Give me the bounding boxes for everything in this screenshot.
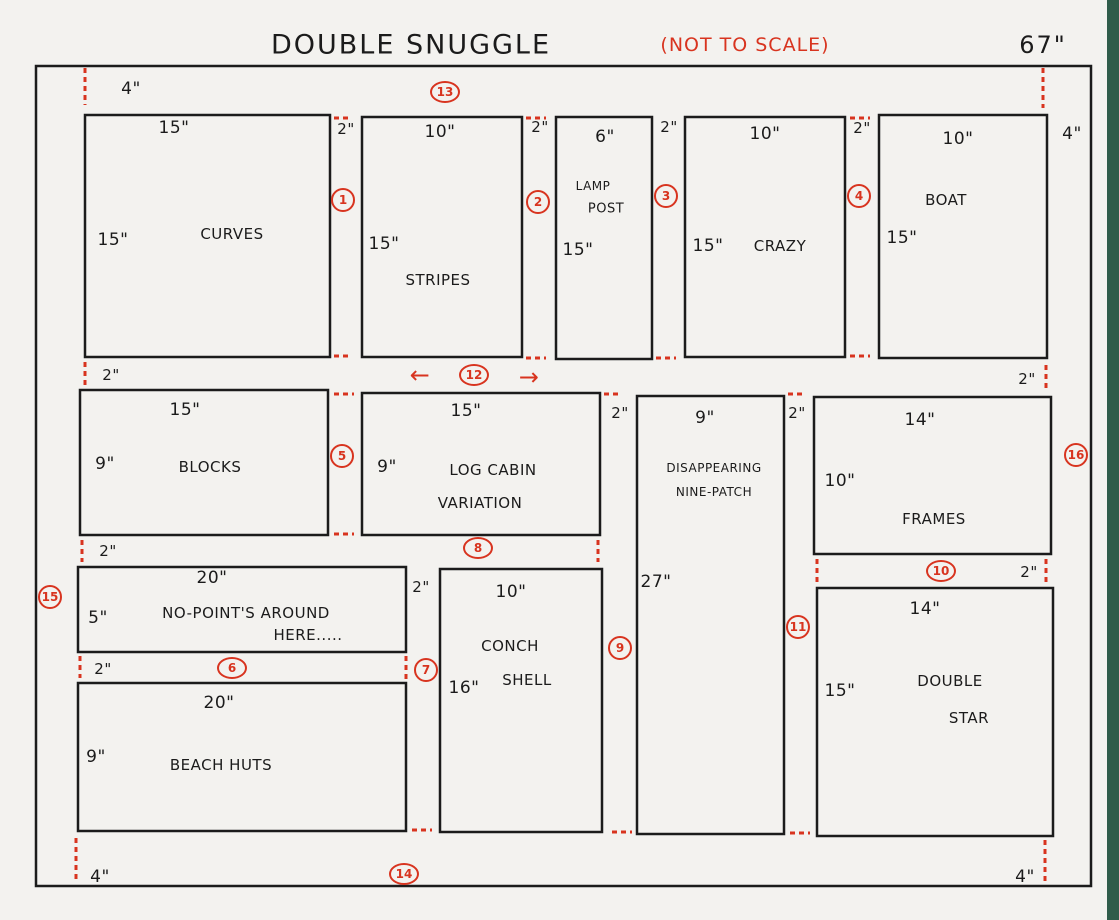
border-right-top-label: 4" [1062,124,1082,144]
strip-8-badge: 8 [463,537,493,559]
row10-right-label: 2" [1020,563,1038,581]
border-bottom-right-label: 4" [1015,867,1035,887]
strip-5-badge: 5 [330,444,354,468]
beach-huts-width: 20" [203,693,235,713]
conch-shell-width: 10" [495,582,527,602]
curves-name: CURVES [200,225,264,243]
row4-left-label: 2" [94,660,112,678]
stripes-width: 10" [424,122,456,142]
lamp-post-height: 15" [562,240,594,260]
strip-6-badge: 6 [217,657,247,679]
strip-1-badge: 1 [331,188,355,212]
strip-16-badge: 16 [1064,443,1088,467]
strip-2-badge: 2 [526,190,550,214]
lamp-post-name-line2: POST [587,201,625,217]
boat-width: 10" [942,129,974,149]
row2-right-gap-label: 2" [788,404,806,422]
strip-15-badge: 15 [38,585,62,609]
no-points-height: 5" [88,608,108,628]
arrow-left-icon: ← [409,361,431,389]
double-star-name-line1: DOUBLE [917,672,983,690]
sash-2-label: 2" [531,118,549,136]
log-cabin-name-line1: LOG CABIN [449,461,537,479]
stripes-height: 15" [368,234,400,254]
sash-1-label: 2" [337,120,355,138]
conch-shell-height: 16" [448,678,480,698]
row1-right-label: 2" [1018,370,1036,388]
block-conch-shell [440,569,602,832]
log-cabin-height: 9" [377,457,397,477]
boat-name: BOAT [925,191,967,209]
stripes-name: STRIPES [405,271,471,289]
blocks-width: 15" [169,400,201,420]
conch-shell-name-line1: CONCH [481,637,539,655]
page-title: DOUBLE SNUGGLE [270,29,552,61]
nine-patch-name-line2: NINE-PATCH [675,485,753,499]
log-cabin-name-line2: VARIATION [437,494,523,512]
frames-name: FRAMES [902,510,966,528]
curves-width: 15" [158,118,190,138]
blocks-height: 9" [95,454,115,474]
curves-height: 15" [97,230,129,250]
cutting-mat-edge [1107,0,1119,920]
double-star-name-line2: STAR [948,709,990,727]
strip-3-badge: 3 [654,184,678,208]
double-star-height: 15" [824,681,856,701]
crazy-width: 10" [749,124,781,144]
not-to-scale-note: (NOT TO SCALE) [660,34,830,56]
no-points-name-line2: HERE..... [273,626,343,644]
crazy-name: CRAZY [753,237,807,255]
no-points-width: 20" [196,568,228,588]
log-cabin-width: 15" [450,401,482,421]
sash-3-label: 2" [660,118,678,136]
border-bottom-left-label: 4" [90,867,110,887]
blocks-name: BLOCKS [178,458,242,476]
border-top-left-label: 4" [121,79,141,99]
total-width-label: 67" [1019,31,1067,59]
block-double-star [817,588,1053,836]
strip-12-badge: 12 [459,364,489,386]
frames-height: 10" [824,471,856,491]
no-points-name-line1: NO-POINT'S AROUND [162,604,330,622]
sash-4-label: 2" [853,119,871,137]
beach-huts-name: BEACH HUTS [169,756,273,774]
nine-patch-width: 9" [695,408,715,428]
lamp-post-width: 6" [595,127,615,147]
row2-left-gap-label: 2" [611,404,629,422]
lamp-post-name-line1: LAMP [575,179,611,193]
strip-9-badge: 9 [608,636,632,660]
frames-width: 14" [904,410,936,430]
block-lamp-post [556,117,652,359]
nine-patch-height: 27" [640,572,672,592]
strip-10-badge: 10 [926,560,956,582]
strip-7-badge: 7 [414,658,438,682]
strip-4-badge: 4 [847,184,871,208]
boat-height: 15" [886,228,918,248]
strip-13-badge: 13 [430,81,460,103]
crazy-height: 15" [692,236,724,256]
row1-left-label: 2" [102,366,120,384]
row3-mid-label: 2" [412,578,430,596]
double-star-width: 14" [909,599,941,619]
conch-shell-name-line2: SHELL [502,671,552,689]
strip-11-badge: 11 [786,615,810,639]
row3-left-label: 2" [99,542,117,560]
arrow-right-icon: → [518,363,540,391]
strip-14-badge: 14 [389,863,419,885]
nine-patch-name-line1: DISAPPEARING [666,461,762,475]
beach-huts-height: 9" [86,747,106,767]
